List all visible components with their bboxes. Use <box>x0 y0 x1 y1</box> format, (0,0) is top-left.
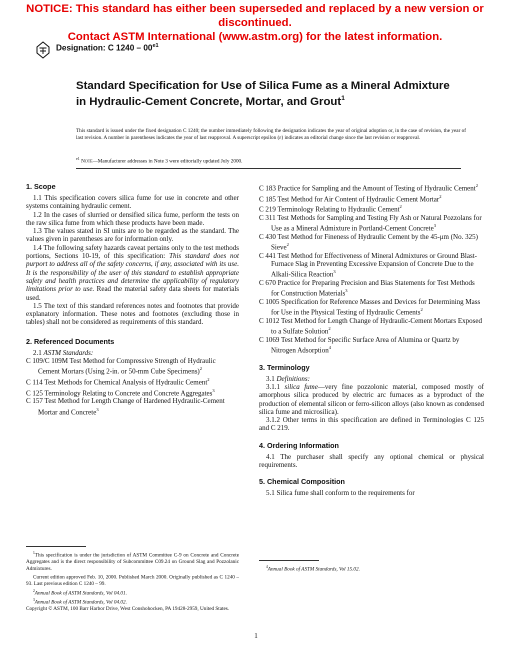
reference-text: C 1012 Test Method for Length Change of Hydraulic-Cement Mortars Exposed to a Sulfate Solution <box>259 316 482 336</box>
page-number: 1 <box>254 632 258 640</box>
footnote-text: Annual Book of ASTM Standards, Vol 04.01. <box>34 590 127 597</box>
right-column <box>259 182 484 498</box>
reference-footnote-mark: 2 <box>286 242 289 248</box>
reference-item <box>259 233 484 252</box>
notice-line-2: Contact ASTM International (www.astm.org) for the latest information. <box>67 31 443 43</box>
scope-1-5: 1.5 The text of this standard references notes and footnotes that provide explanatory information. These notes and footnotes (excluding those in tables) shall not be considered as requirements of this standard. <box>26 301 239 327</box>
supersede-notice <box>0 2 510 44</box>
title-text: Standard Specification for Use of Silica Fume as a Mineral Admixture in Hydraulic-Cement Concrete, Mortar, and Grout <box>76 80 450 108</box>
right-reference-list <box>259 182 484 355</box>
scope-1-3: 1.3 The values stated in SI units are to be regarded as the standard. The values given in parentheses are for information only. <box>26 227 239 244</box>
reference-footnote-mark: 2 <box>420 307 423 313</box>
reference-text: C 441 Test Method for Effectiveness of Mineral Admixtures or Ground Blast-Furnace Slag in Preventing Excessive Expansion of Concrete Due to the Alkali-Silica Reaction <box>259 251 477 279</box>
editorial-label: Note <box>81 158 93 165</box>
reference-text: C 1069 Test Method for Specific Surface Area of Alumina or Quartz by Nitrogen Adsorption <box>259 335 460 355</box>
reference-text: C 183 Practice for Sampling and the Amount of Testing of Hydraulic Cement <box>259 184 476 193</box>
reference-text: C 311 Test Methods for Sampling and Testing Fly Ash or Natural Pozzolans for Use as a Mineral Admixture in Portland-Cement Concrete <box>259 213 482 233</box>
left-footnote-rule <box>26 546 86 547</box>
reference-item <box>259 252 484 279</box>
refdocs-2-1-num: 2.1 <box>33 348 44 357</box>
footnote-text: Annual Book of ASTM Standards, Vol 15.02. <box>267 566 360 573</box>
reference-footnote-mark: 3 <box>333 269 336 275</box>
reference-footnote-mark: 2 <box>199 366 203 372</box>
title-sup: 1 <box>341 94 345 102</box>
reference-footnote-mark: 4 <box>328 345 331 350</box>
terminology-heading: 3. Terminology <box>259 362 310 372</box>
reference-item <box>259 317 484 336</box>
editorial-text: —Manufacturer addresses in Note 3 were editorially updated July 2000. <box>92 158 243 165</box>
reference-footnote-mark: 2 <box>328 326 331 332</box>
terminology-3-1-1-num: 3.1.1 <box>266 382 285 391</box>
reference-text: C 114 Test Methods for Chemical Analysis of Hydraulic Cement <box>26 378 208 387</box>
scope-1-2: 1.2 In the cases of slurried or densified silica fume, perform the tests on the raw silica fume from which these products have been made. <box>26 210 239 227</box>
reference-item <box>259 182 484 193</box>
designation <box>56 43 159 53</box>
reference-footnote-mark: 2 <box>399 204 402 210</box>
footnote-mark: 4 <box>266 565 268 569</box>
footnote <box>26 572 239 588</box>
reference-footnote-mark: 2 <box>475 183 478 188</box>
scope-1-4-caveat: This standard does not purport to address all of the safety concerns, if any, associated with its use. It is the responsibility of the user of this standard to establish appropriate safety and health practices and determine the applicability of regulatory limitations prior to use. <box>26 252 239 294</box>
reference-footnote-mark: 2 <box>207 376 210 382</box>
terminology-3-1-1-term: silica fume <box>284 382 318 391</box>
editorial-sup: e1 <box>76 156 80 161</box>
reference-item <box>26 387 239 398</box>
footnote <box>26 550 239 572</box>
reference-text: C 1005 Specification for Reference Masses and Devices for Determining Mass for Use in the Physical Testing of Hydraulic Cements <box>259 297 481 317</box>
reference-item <box>259 279 484 298</box>
designation-sup: e1 <box>152 43 159 49</box>
reference-item <box>259 336 484 355</box>
refdocs-heading: 2. Referenced Documents <box>26 336 115 346</box>
reference-text: C 219 Terminology Relating to Hydraulic Cement <box>259 205 400 214</box>
reference-text: C 670 Practice for Preparing Precision and Bias Statements for Test Methods for Construction Materials <box>259 278 475 298</box>
terminology-3-1 <box>259 375 484 383</box>
terminology-3-1-1-def: —very fine pozzolonic material, composed mostly of amorphous silica produced by electric arc furnaces as a byproduct of the production of elemental silicon or ferro-silicon alloys (also known as condensed silica fume and microsilica). <box>259 382 484 416</box>
scope-1-4 <box>26 244 239 302</box>
chemical-heading: 5. Chemical Composition <box>259 477 345 487</box>
refdocs-2-1-label: ASTM Standards: <box>43 348 94 357</box>
reference-text: C 125 Terminology Relating to Concrete and Concrete Aggregates <box>26 388 213 397</box>
ordering-4-1: 4.1 The purchaser shall specify any optional chemical or physical requirements. <box>259 452 484 469</box>
reference-footnote-mark: 2 <box>439 193 442 199</box>
reference-footnote-mark: 3 <box>345 288 348 294</box>
reference-item <box>259 193 484 204</box>
header-rule <box>76 168 461 169</box>
reference-item <box>259 214 484 233</box>
terminology-3-1-label: Definitions: <box>276 374 310 383</box>
scope-1-4-a: 1.4 The following safety hazards caveat pertains only to the test methods portions, Sections 10-19, of this specification: <box>26 243 239 261</box>
reference-text: C 157 Test Method for Length Change of Hardened Hydraulic-Cement Mortar and Concrete <box>26 397 225 416</box>
reference-item <box>259 203 484 214</box>
reference-footnote-mark: 3 <box>433 223 436 229</box>
reference-text: C 109/C 109M Test Method for Compressive Strength of Hydraulic Cement Mortars (Using 2-in. or 50-mm Cube Specimens) <box>26 357 216 376</box>
scope-heading: 1. Scope <box>26 182 56 191</box>
designation-text: Designation: C 1240 – 00 <box>56 43 153 53</box>
footnote-mark: 1 <box>33 551 35 555</box>
footnote-text: Annual Book of ASTM Standards, Vol 04.02. <box>34 599 127 606</box>
reference-item <box>259 298 484 317</box>
refdocs-2-1 <box>26 349 239 357</box>
footnote <box>259 564 484 573</box>
footnote-mark: 2 <box>33 588 35 593</box>
terminology-3-1-num: 3.1 <box>266 374 277 383</box>
footnote-text: This specification is under the jurisdiction of ASTM Committee C-9 on Concrete and Concrete Aggregates and is the direct responsibility of Subcommittee C09.24 on Ground Slag and Pozzolanic Admixtures. <box>26 552 239 572</box>
left-column <box>26 182 239 416</box>
chemical-5-1: 5.1 Silica fume shall conform to the requirements for <box>266 489 415 498</box>
reference-text: C 185 Test Method for Air Content of Hydraulic Cement Mortar <box>259 194 440 203</box>
terminology-3-1-1 <box>259 383 484 416</box>
reference-item <box>26 357 239 376</box>
reference-text: C 430 Test Method for Fineness of Hydraulic Cement by the 45-μm (No. 325) Sieve <box>259 232 478 252</box>
editorial-note <box>76 155 466 166</box>
terminology-3-1-2: 3.1.2 Other terms in this specification are defined in Terminologies C 125 and C 219. <box>259 416 484 433</box>
issuance-statement: This standard is issued under the fixed designation C 1240; the number immediately following the designation indicates the year of original adoption or, in the case of revision, the year of last revision. A number in parentheses indicates the year of last reapproval. A superscript epsilon (ε) indicates an editorial change since the last revision or reapproval. <box>76 128 466 141</box>
reference-footnote-mark: 3 <box>96 406 99 412</box>
notice-line-1: NOTICE: This standard has either been superseded and replaced by a new version or discontinued. <box>26 3 484 29</box>
scope-1-1: 1.1 This specification covers silica fume for use in concrete and other systems containing hydraulic cement. <box>26 194 239 211</box>
footnote <box>26 588 239 597</box>
reference-item <box>26 397 239 416</box>
scope-1-4-c: Read the material safety data sheets for materials used. <box>26 285 239 302</box>
reference-item <box>26 376 239 387</box>
ordering-heading: 4. Ordering Information <box>259 440 339 450</box>
footnote-mark: 3 <box>33 598 35 603</box>
left-footnotes <box>26 550 239 606</box>
footnote-text: Current edition approved Feb. 10, 2000. Published March 2000. Originally published as C 1240 – 93. Last previous edition C 1240 – 99. <box>26 574 239 588</box>
right-footnote-rule <box>259 560 319 561</box>
left-reference-list <box>26 357 239 416</box>
astm-logo-icon <box>36 41 50 59</box>
document-title <box>76 80 456 108</box>
right-footnotes <box>259 564 484 573</box>
reference-footnote-mark: 3 <box>212 387 215 393</box>
copyright-line: Copyright © ASTM, 100 Barr Harbor Drive, West Conshohocken, PA 19428-2959, United States. <box>26 606 230 612</box>
